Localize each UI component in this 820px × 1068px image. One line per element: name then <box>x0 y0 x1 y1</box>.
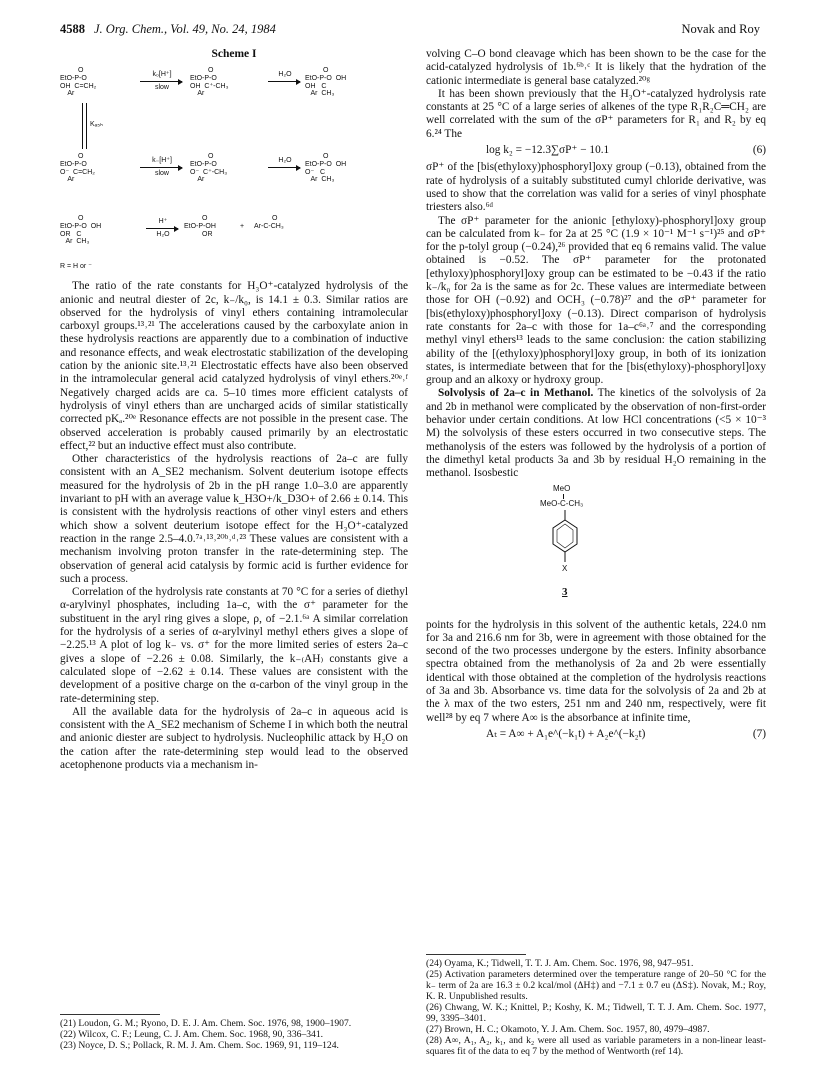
right-footnotes <box>426 958 766 1057</box>
row1-arrow2 <box>268 81 300 82</box>
struct3-meo-row: MeO-C-CH₃ <box>540 498 584 508</box>
oxo-1c: O <box>323 67 329 75</box>
equation-7-expr: Aₜ = A∞ + A₁e^(−k₁t) + A₂e^(−k₂t) <box>486 727 646 740</box>
row1-slow: slow <box>154 84 169 92</box>
journal-citation: J. Org. Chem., Vol. 49, No. 24, 1984 <box>94 22 276 36</box>
equation-7-number: (7) <box>752 727 766 740</box>
row2-product: EtO-P-O OH O⁻ C Ar CH₃ <box>305 161 347 184</box>
row2-reactant: EtO-P-O O⁻ C=CH₂ Ar <box>60 161 95 184</box>
row1-intermediate: EtO-P-O OH C⁺-CH₃ Ar <box>190 75 229 98</box>
running-authors: Novak and Roy <box>681 22 760 36</box>
oxo-3a: O <box>78 215 84 223</box>
right-footnote-rule <box>426 954 526 955</box>
row2-intermediate: EtO-P-O O⁻ C⁺-CH₃ Ar <box>190 161 228 184</box>
row3-plus: + <box>240 223 245 231</box>
left-paragraph-1: The ratio of the rate constants for H₃O⁺-catalyzed hydrolysis of the anionic and neutral diester of 2c, k₋/k₀, is 14.1 ± 0.3. Similar ratios are observed for the hydrolysis of vinyl ethers containing intramolecular carboxyl groups.¹³˒²¹ The accelerations caused by the carboxylate anion in these hydrolysis reactions are apparently due to a combination of inductive and resonance effects, and weak electrostatic stabilization of the developing cation by the anionic site.¹³˒²¹ Electrostatic effects have also been observed in the intramolecular general acid catalyzed hydrolysis of vinyl ethers.²⁰ᵉ˒ᶠ Negatively charged acids are ca. 5–10 times more efficient catalysts of hydrolysis of vinyl ethers than are uncharged acids of similar statistically corrected pKₐ.²⁰ᵉ Resonance effects are not possible in the present case. The observed acceleration is probably caused primarily by an electrostatic effect,²² but an inductive effect must also contribute. <box>60 280 408 452</box>
scheme-diagram <box>60 65 408 280</box>
right-paragraph-4: The σP⁺ parameter for the anionic [ethyloxy)-phosphoryl]oxy group can be calculated from k₋ for 2a at 25 °C (1.9 × 10⁻¹ M⁻¹ s⁻¹)²⁵ and σP⁺ for the p-tolyl group (−0.24),²⁶ provided that eq 6 remains valid. The value obtained is −0.52. The σP⁺ parameter for the protonated [ethyloxy)phosphoryl]oxy group can be estimated to be −0.43 if the ratio k₋/k₀ for 2a is the same as for 2c. These values are intermediate between those for OH (−0.92) and OCH₃ (−0.78)²⁷ and the σP⁺ parameter for [bis(ethyloxy)phosphoryl]oxy (−0.13). Direct comparison of hydrolysis rate constants for 2a–c with those for 1a–c⁶ᵃ˒⁷ and the corresponding methyl vinyl ethers¹³ leads to the same conclusion: the cation stabilizing ability of the [(ethyloxy)phosphoryl]oxy group, in both of its ionization states, is intermediate between that for the [bis(ethyloxy)-phosphoryl]oxy group and an alkoxy or hydroxy group. <box>426 214 766 387</box>
row3-reactant: EtO-P-O OH OR C Ar CH₃ <box>60 223 102 246</box>
left-paragraph-3: Correlation of the hydrolysis rate constants at 70 °C for a series of diethyl α-arylvinyl phosphates, including 1a–c, with the σ⁺ parameter for the substituent in the aryl ring gives a slope, ρ, of −2.1.⁶ᵃ A similar correlation for the hydrolysis of a series of α-arylvinyl methyl ethers gives a slope of −2.25.¹³ A plot of log k₋ vs. σ⁺ for the more limited series of esters 2a–c gives a slope of −2.26 ± 0.08. Similarly, the k₋₍AH₎ constants give a calculated slope of −2.62 ± 0.14. These values are consistent with the development of a positive charge on the α-carbon of the vinyl group in the rate-determining step. <box>60 586 408 705</box>
struct3-bond-top <box>563 494 564 499</box>
oxo-2b: O <box>208 153 214 161</box>
row3-product1-sub: OR <box>202 231 213 239</box>
equation-6 <box>426 144 766 157</box>
equation-6-expr: log k₂ = −12.3∑σP⁺ − 10.1 <box>486 144 610 157</box>
oxo-1b: O <box>208 67 214 75</box>
oxo-1a: O <box>78 67 84 75</box>
running-header <box>60 22 760 42</box>
footnote-21: (21) Loudon, G. M.; Ryono, D. E. J. Am. Chem. Soc. 1976, 98, 1900–1907. <box>60 1018 352 1029</box>
row2-k-label: k₋[H⁺] <box>152 157 172 165</box>
row1-k-label: k₀[H⁺] <box>152 71 172 79</box>
row2-h2o: H₂O <box>278 157 292 165</box>
solvolysis-heading: Solvolysis of 2a–c in Methanol. <box>438 387 594 400</box>
struct3-x: X <box>562 563 568 573</box>
scheme-r-note: R = H or ⁻ <box>60 263 92 271</box>
row1-arrow1 <box>140 81 182 82</box>
page-number: 4588 <box>60 22 85 36</box>
struct3-label: 3 <box>562 585 568 598</box>
row3-product2: Ar-C-CH₃ <box>254 223 284 231</box>
row1-h2o: H₂O <box>278 71 292 79</box>
oxo-3b: O <box>202 215 208 223</box>
row3-h-label: H⁺ <box>158 218 168 226</box>
ka-label: Kₐ₅ₕ <box>90 121 103 129</box>
oxo-2c: O <box>323 153 329 161</box>
row3-product1: EtO-P-OH <box>184 223 216 231</box>
footnote-25: (25) Activation parameters determined over the temperature range of 20–50 °C for the k₋ term of 2a are 16.3 ± 0.2 kcal/mol (ΔH‡) and −7.1 ± 0.7 eu (ΔS‡). Novak, M.; Roy, K. R. Unpublished results. <box>426 969 766 1002</box>
row2-arrow2 <box>268 167 300 168</box>
eq-arrow-down <box>82 103 83 149</box>
equation-7 <box>426 728 766 741</box>
row2-slow: slow <box>154 170 169 178</box>
footnote-23: (23) Noyce, D. S.; Pollack, R. M. J. Am. Chem. Soc. 1969, 91, 119–124. <box>60 1040 339 1051</box>
row3-h2o: H₂O <box>156 231 170 239</box>
right-column <box>426 48 766 745</box>
oxo-3c: O <box>272 215 278 223</box>
left-footnotes <box>60 1018 408 1051</box>
left-footnote-rule <box>60 1014 160 1015</box>
left-column <box>60 48 408 772</box>
equation-6-number: (6) <box>752 144 766 157</box>
left-paragraph-4: All the available data for the hydrolysis of 2a–c in aqueous acid is consistent with the A_SE2 mechanism of Scheme I in which both the neutral and anionic diester are subject to hydrolysis. Nucleophilic attack by H₂O on the cation after the rate-determining step would lead to the observed acetophenone products via a mechanism in- <box>60 705 408 771</box>
solvolysis-text: The kinetics of the solvolysis of 2a and 2b in methanol were complicated by the observation of non-first-order behavior under certain conditions. At low HCl concentrations (<5 × 10⁻³ M) the solvolysis of these esters occurred in two consecutive steps. The methanolysis of the esters was followed by the hydrolysis of a portion of the dimethyl ketal products 3a and 3b by residual H₂O remaining in the methanol. Isosbestic <box>426 387 767 480</box>
solvolysis-paragraph <box>426 387 766 480</box>
scheme-title: Scheme I <box>211 48 257 60</box>
footnote-28: (28) A∞, A₁, A₂, k₁, and k₂ were all used as variable parameters in a non-linear least-squares fit of the data to eq 7 by the method of Wentworth (ref 14). <box>426 1035 766 1057</box>
eq-arrow-up <box>86 103 87 149</box>
left-paragraph-2: Other characteristics of the hydrolysis reactions of 2a–c are fully consistent with an A_SE2 mechanism. Solvent deuterium isotope effects measured for the hydrolysis of 2b in the pH range 1.0–3.0 are apparently invariant to pH with an average value k_H3O+/k_D3O+ of 2.66 ± 0.14. This is consistent with the hydrolysis reactions of other vinyl esters and ethers which show a solvent deuterium isotope effect for the H₃O⁺-catalyzed reaction in the range 2.5–4.0.⁷ᵃ˒¹³˒²⁰ᵇ˒ᵈ˒²³ These values are consistent with a mechanism involving proton transfer in the rate-determining step. The observation of general acid catalysis by formic acid is further evidence for such a process. <box>60 453 408 585</box>
right-paragraph-3: σP⁺ of the [bis(ethyloxy)phosphoryl]oxy group (−0.13), obtained from the rate of hydrolysis of a suitably substituted cumyl chloride derivative, was used to show that the correlation was valid for a series of vinyl phosphate triesters also.⁶ᵈ <box>426 161 766 214</box>
footnote-24: (24) Oyama, K.; Tidwell, T. T. J. Am. Chem. Soc. 1976, 98, 947–951. <box>426 958 694 969</box>
footnote-26: (26) Chwang, W. K.; Knittel, P.; Koshy, K. M.; Tidwell, T. T. J. Am. Chem. Soc. 1977, 99, 3395–3401. <box>426 1002 766 1024</box>
row1-reactant: EtO-P-O OH C=CH₂ Ar <box>60 75 97 98</box>
footnote-27: (27) Brown, H. C.; Okamoto, Y. J. Am. Chem. Soc. 1957, 80, 4979–4987. <box>426 1024 710 1035</box>
right-paragraph-5: points for the hydrolysis in this solvent of the authentic ketals, 224.0 nm for 3a and 216.6 nm for 3b, were in agreement with those obtained for the second of the two processes undergone by the esters. Infinity absorbance spectra obtained from the methanolysis of 2a and 2b were essentially identical with those obtained at the completion of the hydrolysis reactions of 3a and 3b. Absorbance vs. time data for the solvolysis of 2a and 2b at the λ max of the two esters, 251 nm and 240 nm, respectively, were fit well²⁸ by eq 7 where A∞ is the absorbance at infinite time, <box>426 618 766 724</box>
structure-3 <box>426 483 766 615</box>
right-paragraph-1: volving C–O bond cleavage which has been shown to be the case for the acid-catalyzed hydrolysis of 1b.⁶ᵇ˒ᶜ It is likely that the hydration of the cationic intermediate is general base catalyzed.²⁰ᵍ <box>426 48 766 87</box>
row2-arrow1 <box>140 167 182 168</box>
row3-arrow <box>146 228 178 229</box>
struct3-meo-top: MeO <box>553 483 571 493</box>
right-paragraph-2: It has been shown previously that the H₃O⁺-catalyzed hydrolysis rate constants at 25 °C of a large series of alkenes of the type R₁R₂C═CH₂ are well correlated with the sum of the σP⁺ parameters for R₁ and R₂ by eq 6.²⁴ The <box>426 87 766 140</box>
row1-product: EtO-P-O OH OH C Ar CH₃ <box>305 75 347 98</box>
footnote-22: (22) Wilcox, C. F.; Leung, C. J. Am. Chem. Soc. 1968, 90, 336–341. <box>60 1029 324 1040</box>
oxo-2a: O <box>78 153 84 161</box>
